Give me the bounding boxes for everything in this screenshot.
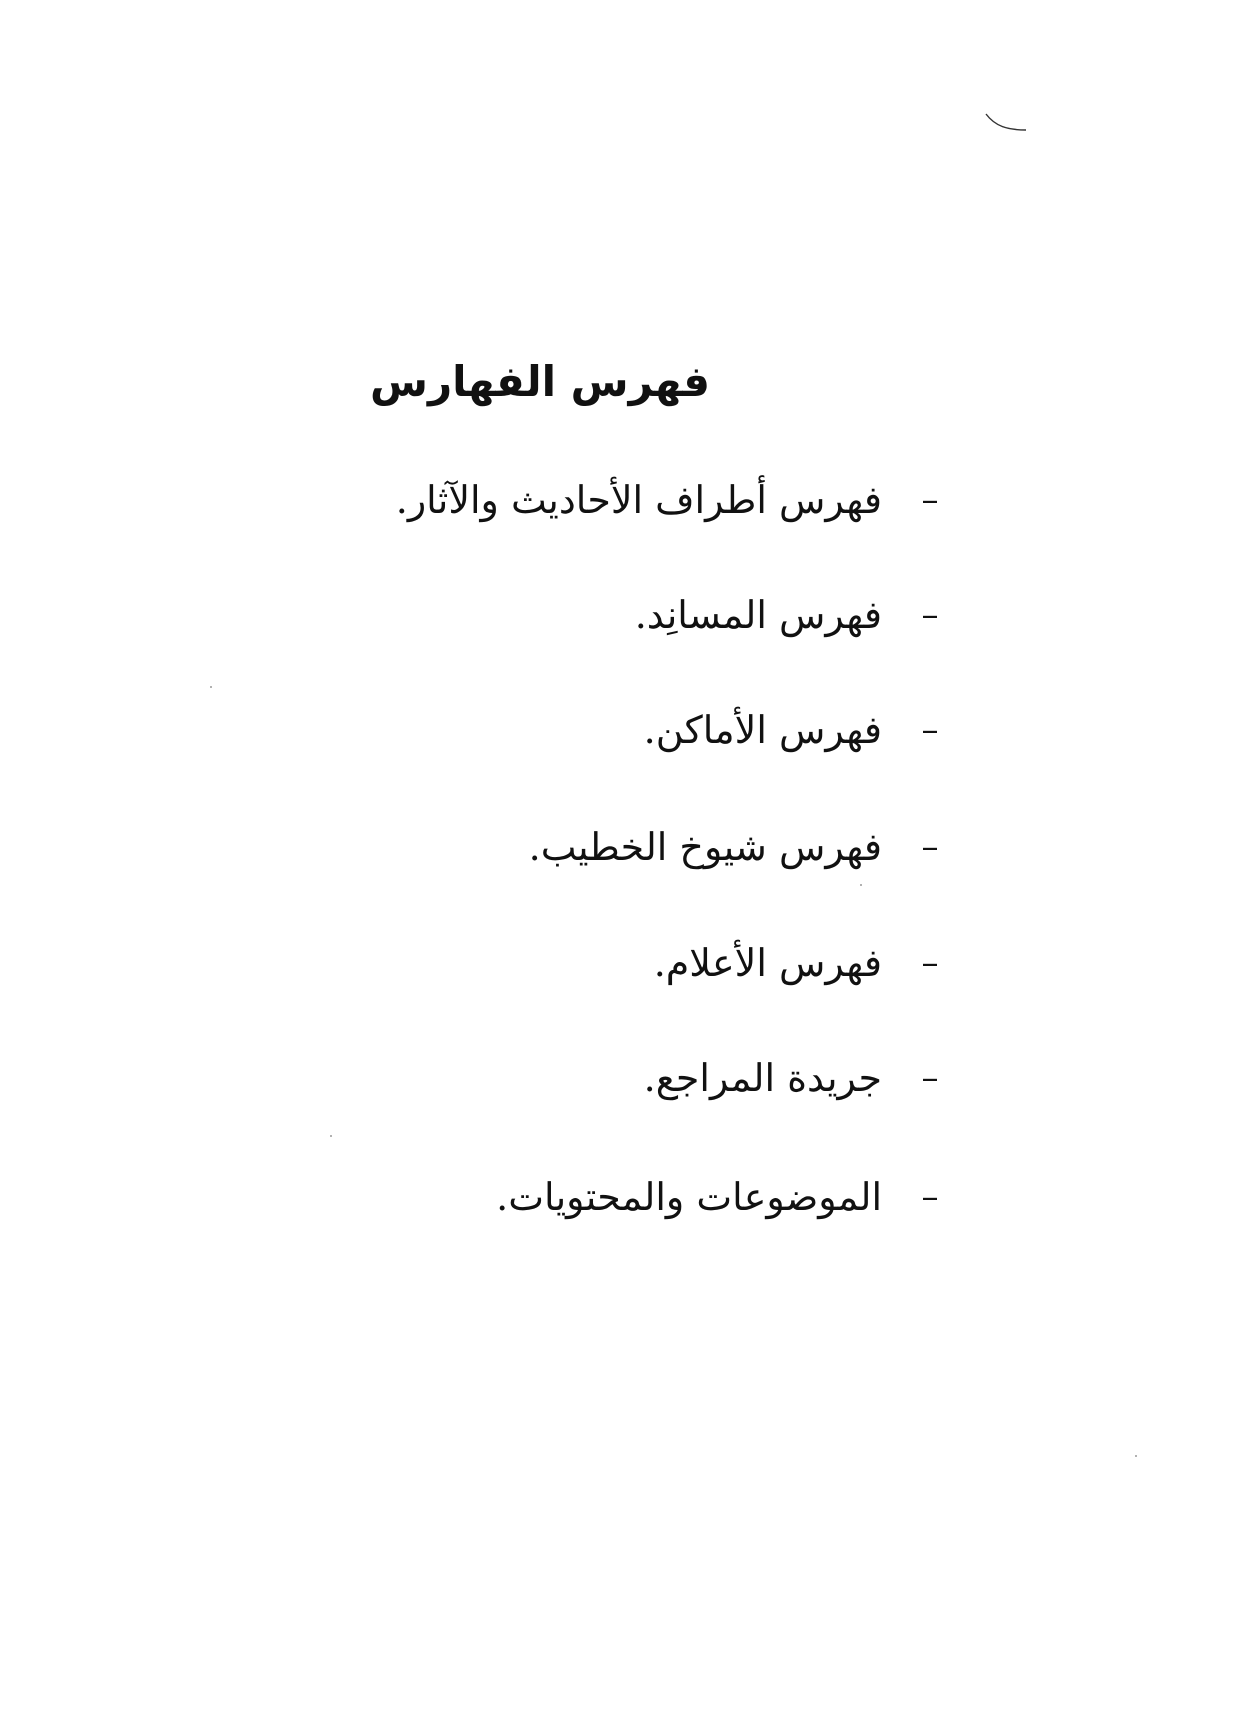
list-item-text: فهرس الأماكن.: [643, 708, 882, 752]
dash-bullet: –: [921, 595, 939, 635]
list-item: [300, 700, 940, 760]
page-title: فهرس الفهارس: [370, 357, 710, 406]
list-item-text: فهرس أطراف الأحاديث والآثار.: [395, 478, 882, 522]
pen-stroke-mark: [985, 112, 1027, 134]
scan-speck: [860, 884, 862, 886]
scan-speck: [1135, 1455, 1137, 1457]
list-item: [300, 470, 940, 530]
list-item: [300, 817, 940, 877]
dash-bullet: –: [921, 480, 939, 520]
dash-bullet: –: [921, 1058, 939, 1098]
list-item-text: فهرس المسانِد.: [634, 593, 882, 637]
dash-bullet: –: [921, 1177, 939, 1217]
list-item-text: فهرس الأعلام.: [653, 941, 882, 985]
dash-bullet: –: [921, 710, 939, 750]
list-item-text: الموضوعات والمحتويات.: [496, 1175, 882, 1219]
list-item: [300, 585, 940, 645]
scan-speck: [210, 686, 212, 688]
list-item: [300, 1167, 940, 1227]
dash-bullet: –: [921, 827, 939, 867]
scan-speck: [330, 1135, 332, 1137]
list-item-text: فهرس شيوخ الخطيب.: [528, 825, 882, 869]
dash-bullet: –: [921, 943, 939, 983]
list-item: [300, 933, 940, 993]
list-item: [300, 1048, 940, 1108]
list-item-text: جريدة المراجع.: [643, 1056, 882, 1100]
